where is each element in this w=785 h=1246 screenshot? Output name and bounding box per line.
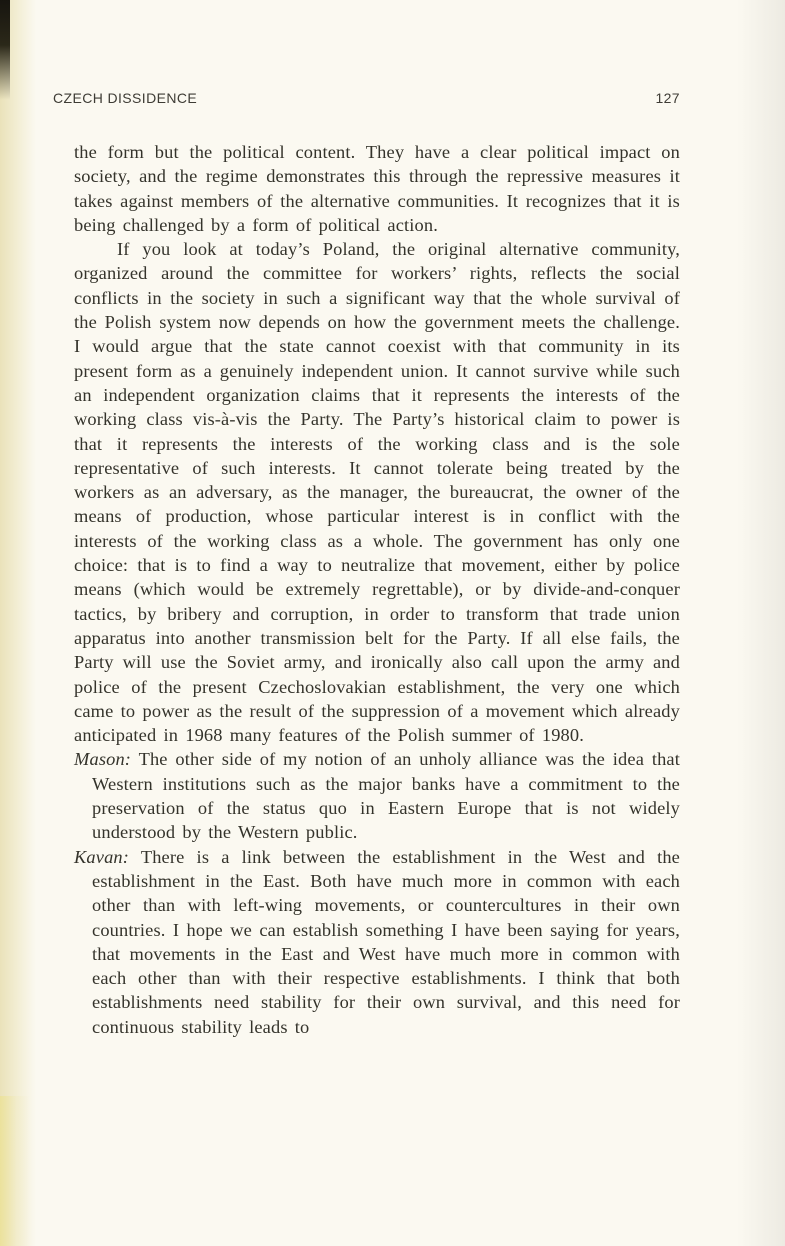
page-gutter-shading [0,0,36,1246]
running-head [53,90,680,106]
page-right-edge-shading [737,0,785,1246]
paragraph-speaker-kavan [74,845,680,1039]
speaker-label-mason: Mason: [74,749,132,770]
paragraph-continuation: the form but the political content. They have a clear political impact on society, and the regime demonstrates this through the repressive measures it takes against members of the alternative communities. It recognizes that it is being challenged by a form of political action. [74,142,680,235]
speaker-text-mason: The other side of my notion of an unholy alliance was the idea that Western institutions such as the major banks have a commitment to the preservation of the status quo in Eastern Europe that is not widely understood by the Western public. [92,749,680,843]
speaker-label-kavan: Kavan: [74,846,130,867]
page-body-text [74,140,680,1039]
binding-corner-shadow [0,0,10,100]
speaker-text-kavan: There is a link between the establishment in the West and the establishment in the East. Both have much more in common with each other than with left-wing movements, or countercultures in their own countries. I hope we can establish something I have been saying for years, that movements in the East and West have much more in common with each other than with their respective establishments. I think that both establishments need stability for their own survival, and this need for continuous stability leads to [92,846,680,1037]
running-head-title: CZECH DISSIDENCE [53,90,198,106]
paragraph-speaker-mason [74,747,680,844]
page-gutter-bottom-shading [0,1096,30,1246]
paragraph-indented: If you look at today’s Poland, the original alternative community, organized around the committee for workers’ rights, reflects the social conflicts in the society in such a significant way that the whole survival of the Polish system now depends on how the government meets the challenge. I would argue that the state cannot coexist with that community in its present form as a genuinely independent union. It cannot survive while such an independent organization claims that it represents the interests of the working class vis-à-vis the Party. The Party’s historical claim to power is that it represents the interests of the working class and is the sole representative of such interests. It cannot tolerate being treated by the workers as an adversary, as the manager, the bureaucrat, the owner of the means of production, whose particular interest is in conflict with the interests of the working class as a whole. The government has only one choice: that is to find a way to neutralize that movement, either by police means (which would be extremely regrettable), or by divide-and-conquer tactics, by bribery and corruption, in order to transform that trade union apparatus into another transmission belt for the Party. If all else fails, the Party will use the Soviet army, and ironically also call upon the army and police of the present Czechoslovakian establishment, the very one which came to power as the result of the suppression of a movement which already anticipated in 1968 many features of the Polish summer of 1980. [74,239,680,746]
page-number: 127 [655,90,680,106]
